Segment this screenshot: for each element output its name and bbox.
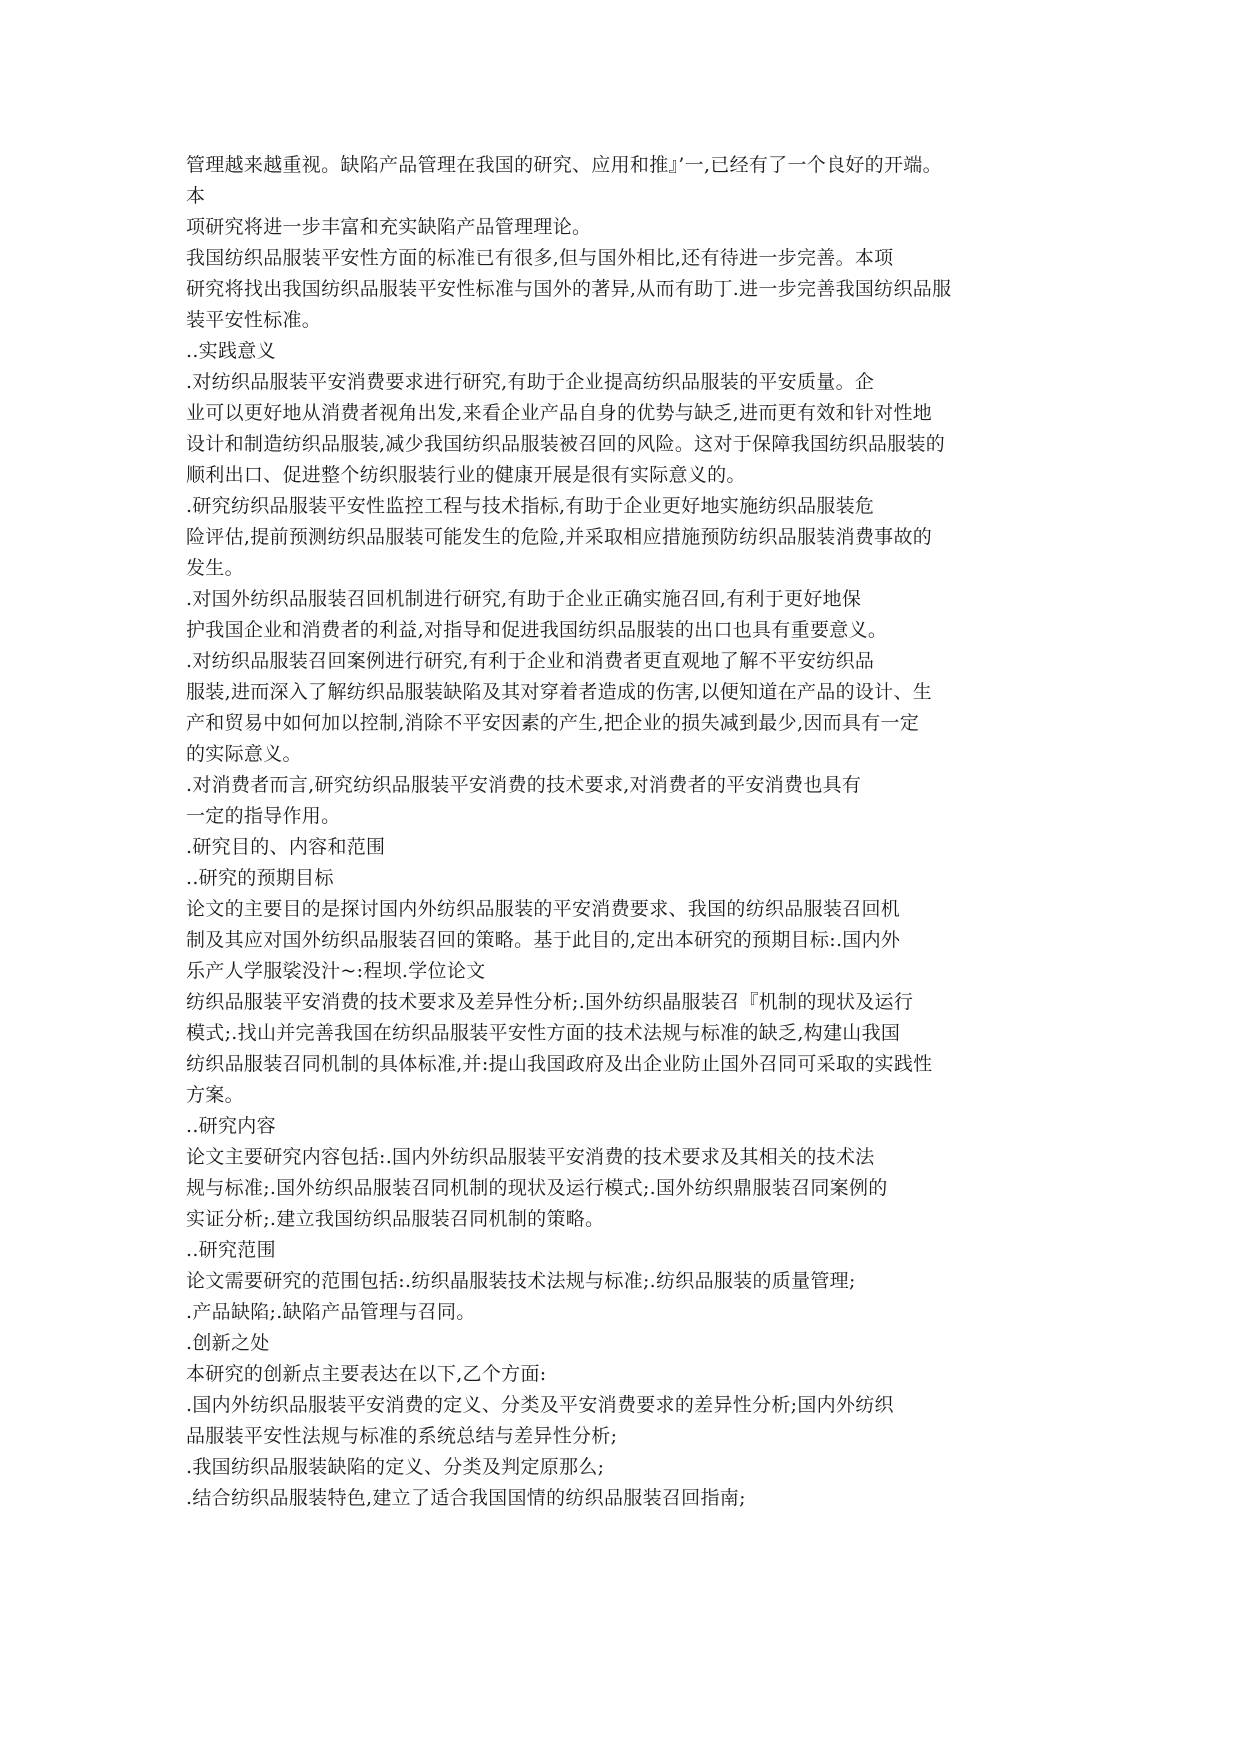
text-line: 管理越来越重视。缺陷产品管理在我国的研究、应用和推』’一,已经有了一个良好的开端。 — [186, 154, 942, 176]
text-line: 制及其应对国外纺织品服装召回的策略。基于此目的,定出本研究的预期目标:.国内外 — [186, 929, 901, 951]
text-line: 实证分析;.建立我国纺织品服装召同机制的策略。 — [186, 1208, 605, 1230]
text-line: .国内外纺织品服装平安消费的定义、分类及平安消费要求的差异性分析;国内外纺织 — [186, 1394, 894, 1416]
text-line: 研究将找出我国纺织品服装平安性标准与国外的著异,从而有助丁.进一步完善我国纺织品服 — [186, 278, 952, 300]
text-line: 一定的指导作用。 — [186, 805, 341, 827]
section-heading: .研究目的、内容和范围 — [186, 836, 386, 858]
text-line: 设计和制造纺织品服装,减少我国纺织品服装被召回的风险。这对于保障我国纺织品服装的 — [186, 433, 946, 455]
section-heading: ..研究范围 — [186, 1239, 276, 1261]
text-line: 方案。 — [186, 1084, 244, 1106]
text-line: 项研究将进一步丰富和充实缺陷产品管理理论。 — [186, 216, 592, 238]
text-line: 服装,进而深入了解纺织品服装缺陷及其对穿着者造成的伤害,以便知道在产品的设计、生 — [186, 681, 933, 703]
text-line: 纺织品服装召同机制的具体标准,并:提山我国政府及出企业防止国外召同可采取的实践性 — [186, 1053, 933, 1075]
text-line: 产和贸易中如何加以控制,消除不平安因素的产生,把企业的损失减到最少,因而具有一定 — [186, 712, 920, 734]
section-heading: .创新之处 — [186, 1332, 270, 1354]
text-line: .对消费者而言,研究纺织品服装平安消费的技术要求,对消费者的平安消费也具有 — [186, 774, 862, 796]
text-line: .产品缺陷;.缺陷产品管理与召同。 — [186, 1301, 476, 1323]
body-text — [186, 150, 1066, 1514]
text-line: .对纺织品服装召回案例进行研究,有利于企业和消费者更直观地了解不平安纺织品 — [186, 650, 875, 672]
text-line: 顺利出口、促进整个纺织服装行业的健康开展是很有实际意义的。 — [186, 464, 746, 486]
text-line: 论文的主要目的是探讨国内外纺织品服装的平安消费要求、我国的纺织品服装召回机 — [186, 898, 901, 920]
text-line: 护我国企业和消费者的利益,对指导和促进我国纺织品服装的出口也具有重要意义。 — [186, 619, 888, 641]
text-line: 品服装平安性法规与标准的系统总结与差异性分析; — [186, 1425, 618, 1447]
running-header: 乐产人学服裟没汁~:程坝.学位论文 — [186, 960, 486, 982]
section-heading: ..实践意义 — [186, 340, 276, 362]
text-line: 论文主要研究内容包括:.国内外纺织品服装平安消费的技术要求及其相关的技术法 — [186, 1146, 875, 1168]
text-line: 装平安性标准。 — [186, 309, 322, 331]
text-line: 业可以更好地从消费者视角出发,来看企业产品自身的优势与缺乏,进而更有效和针对性地 — [186, 402, 933, 424]
text-line: .对纺织品服装平安消费要求进行研究,有助于企业提高纺织品服装的平安质量。企 — [186, 371, 875, 393]
text-line: .结合纺织品服装特色,建立了适合我国国情的纺织品服装召回指南; — [186, 1487, 746, 1509]
text-line: 本 — [186, 185, 206, 207]
text-line: 模式;.找山并完善我国在纺织品服装平安性方面的技术法规与标准的缺乏,构建山我国 — [186, 1022, 901, 1044]
text-line: 规与标准;.国外纺织品服装召同机制的现状及运行模式;.国外纺织鼎服装召同案例的 — [186, 1177, 888, 1199]
text-line: 纺织品服装平安消费的技术要求及差异性分析;.国外纺织晶服装召『机制的现状及运行 — [186, 991, 914, 1013]
text-line: .研究纺织品服装平安性监控工程与技术指标,有助于企业更好地实施纺织品服装危 — [186, 495, 875, 517]
text-line: 我国纺织品服装平安性方面的标准已有很多,但与国外相比,还有待进一步完善。本项 — [186, 247, 894, 269]
text-line: .我国纺织品服装缺陷的定义、分类及判定原那么; — [186, 1456, 605, 1478]
text-line: 险评估,提前预测纺织品服装可能发生的危险,并采取相应措施预防纺织品服装消费事故的 — [186, 526, 933, 548]
text-line: 的实际意义。 — [186, 743, 302, 765]
text-line: 论文需要研究的范围包括:.纺织晶服装技术法规与标准;.纺织品服装的质量管理; — [186, 1270, 856, 1292]
text-line: 发生。 — [186, 557, 244, 579]
section-heading: ..研究的预期目标 — [186, 867, 334, 889]
text-line: .对国外纺织品服装召回机制进行研究,有助于企业正确实施召回,有利于更好地保 — [186, 588, 862, 610]
text-line: 本研究的创新点主要表达在以下,乙个方面: — [186, 1363, 547, 1385]
section-heading: ..研究内容 — [186, 1115, 276, 1137]
